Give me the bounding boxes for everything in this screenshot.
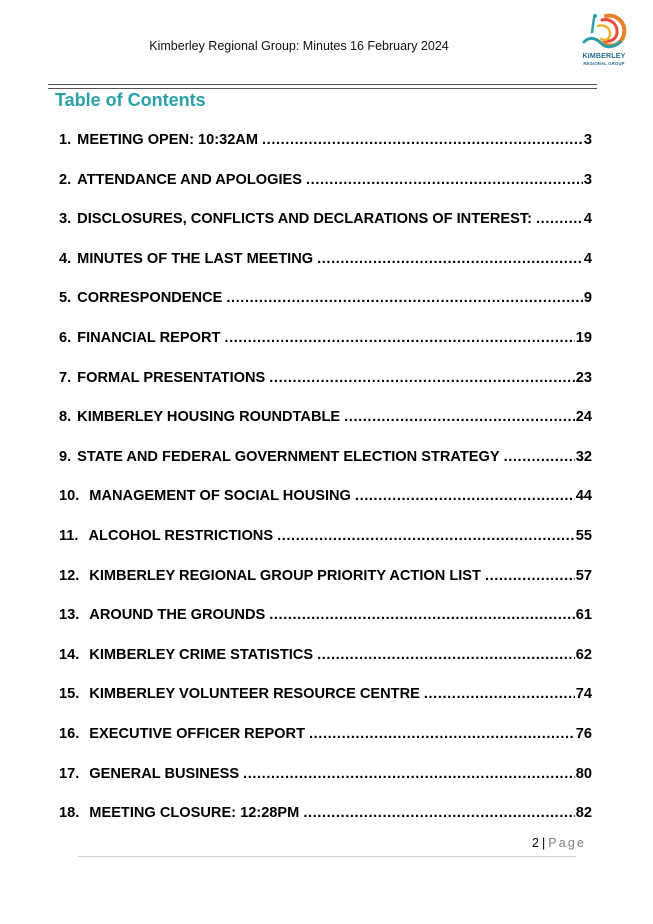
toc-entry-page: 3 [583, 132, 592, 148]
toc-entry-leader [424, 684, 575, 704]
toc-entry-title: STATE AND FEDERAL GOVERNMENT ELECTION STRATEGY [77, 448, 500, 465]
toc-entry[interactable] [59, 209, 592, 249]
toc-entry[interactable] [59, 645, 592, 685]
toc-entry-page: 76 [575, 725, 592, 742]
toc-entry-title: ALCOHOL RESTRICTIONS [88, 527, 274, 544]
footer-page-number [532, 836, 586, 850]
logo-swirl-icon [576, 12, 632, 54]
toc-entry-leader [277, 526, 575, 546]
toc-entry[interactable] [59, 526, 592, 566]
toc-entry-page: 3 [583, 171, 592, 188]
toc-heading: Table of Contents [55, 90, 206, 110]
toc-entry-page: 57 [575, 567, 592, 584]
toc-entry-leader [309, 724, 575, 744]
toc-entry-title: KIMBERLEY VOLUNTEER RESOURCE CENTRE [89, 686, 420, 703]
toc-entry-title: GENERAL BUSINESS [89, 765, 240, 782]
logo-line2: REGIONAL GROUP [583, 61, 625, 66]
toc-entry[interactable] [59, 447, 592, 487]
page-word: Page [548, 836, 587, 850]
toc-entry[interactable] [59, 803, 592, 843]
header-divider [48, 84, 597, 89]
toc-entry[interactable] [59, 684, 592, 724]
logo-line1: KIMBERLEY [582, 53, 626, 60]
toc-entry[interactable] [59, 368, 592, 408]
toc-entry-page: 61 [575, 607, 592, 624]
toc-entry[interactable] [59, 249, 592, 289]
table-of-contents [59, 130, 592, 843]
toc-entry-number: 12. [59, 567, 80, 584]
toc-entry-title: ATTENDANCE AND APOLOGIES [77, 171, 303, 188]
toc-entry-title: AROUND THE GROUNDS [89, 607, 266, 624]
toc-entry[interactable] [59, 288, 592, 328]
toc-entry-title: DISCLOSURES, CONFLICTS AND DECLARATIONS OF INTEREST: [77, 211, 533, 228]
toc-entry-title: MINUTES OF THE LAST MEETING [77, 250, 314, 267]
toc-entry-title: EXECUTIVE OFFICER REPORT [89, 725, 305, 742]
toc-entry-number: 5. [59, 290, 72, 307]
toc-entry-leader [355, 486, 575, 506]
toc-entry-number: 11. [59, 527, 79, 544]
page-separator: | [541, 836, 546, 850]
toc-entry-leader [226, 288, 583, 308]
toc-entry-title: MANAGEMENT OF SOCIAL HOUSING [89, 488, 351, 505]
toc-entry-page: 32 [575, 448, 592, 465]
toc-entry-title: KIMBERLEY REGIONAL GROUP PRIORITY ACTION LIST [89, 567, 481, 584]
toc-entry-title: FINANCIAL REPORT [77, 329, 221, 346]
toc-entry-number: 1. [59, 132, 72, 148]
toc-entry-page: 80 [575, 765, 592, 782]
page-number: 2 [532, 836, 539, 850]
toc-entry[interactable] [59, 130, 592, 170]
toc-entry[interactable] [59, 486, 592, 526]
toc-entry[interactable] [59, 605, 592, 645]
toc-entry[interactable] [59, 764, 592, 804]
toc-entry-number: 7. [59, 369, 72, 386]
kimberley-logo [576, 12, 632, 72]
toc-entry-title: KIMBERLEY HOUSING ROUNDTABLE [77, 409, 341, 426]
header-title: Kimberley Regional Group: Minutes 16 February 2024 [149, 39, 449, 53]
toc-entry-number: 18. [59, 805, 80, 822]
toc-entry-number: 15. [59, 686, 80, 703]
toc-entry-number: 17. [59, 765, 80, 782]
toc-entry-leader [243, 764, 575, 784]
toc-entry-page: 9 [583, 290, 592, 307]
toc-entry[interactable] [59, 407, 592, 447]
toc-entry-page: 74 [575, 686, 592, 703]
toc-entry-leader [224, 328, 574, 348]
toc-entry[interactable] [59, 724, 592, 764]
toc-entry-leader [536, 209, 583, 229]
toc-entry-leader [306, 170, 583, 190]
toc-entry-page: 19 [575, 329, 592, 346]
toc-entry-leader [262, 130, 583, 150]
toc-entry-page: 4 [583, 250, 592, 267]
toc-entry-leader [317, 645, 575, 665]
footer-divider [78, 856, 576, 857]
toc-entry-number: 16. [59, 725, 80, 742]
toc-entry-title: FORMAL PRESENTATIONS [77, 369, 266, 386]
toc-entry[interactable] [59, 566, 592, 606]
toc-entry-number: 3. [59, 211, 72, 228]
toc-entry-number: 4. [59, 250, 72, 267]
toc-entry-number: 9. [59, 448, 72, 465]
toc-entry-page: 23 [575, 369, 592, 386]
toc-entry-number: 14. [59, 646, 80, 663]
toc-entry[interactable] [59, 328, 592, 368]
toc-entry-page: 24 [575, 409, 592, 426]
toc-entry-title: MEETING CLOSURE: 12:28PM [89, 805, 300, 822]
toc-entry-leader [317, 249, 583, 269]
toc-entry-leader [485, 566, 575, 586]
toc-entry-number: 6. [59, 329, 72, 346]
toc-entry[interactable] [59, 170, 592, 210]
toc-entry-leader [269, 368, 574, 388]
toc-entry-leader [303, 803, 574, 823]
toc-entry-number: 13. [59, 607, 80, 624]
toc-entry-page: 82 [575, 805, 592, 822]
toc-entry-page: 44 [575, 488, 592, 505]
toc-entry-number: 8. [59, 409, 72, 426]
toc-entry-page: 62 [575, 646, 592, 663]
toc-entry-title: KIMBERLEY CRIME STATISTICS [89, 646, 314, 663]
toc-entry-leader [269, 605, 575, 625]
toc-entry-leader [504, 447, 575, 467]
toc-entry-title: MEETING OPEN: 10:32AM [77, 132, 259, 148]
toc-entry-page: 55 [575, 527, 592, 544]
toc-entry-number: 10. [59, 488, 80, 505]
toc-entry-number: 2. [59, 171, 72, 188]
toc-entry-leader [344, 407, 575, 427]
toc-entry-title: CORRESPONDENCE [77, 290, 223, 307]
toc-entry-page: 4 [583, 211, 592, 228]
